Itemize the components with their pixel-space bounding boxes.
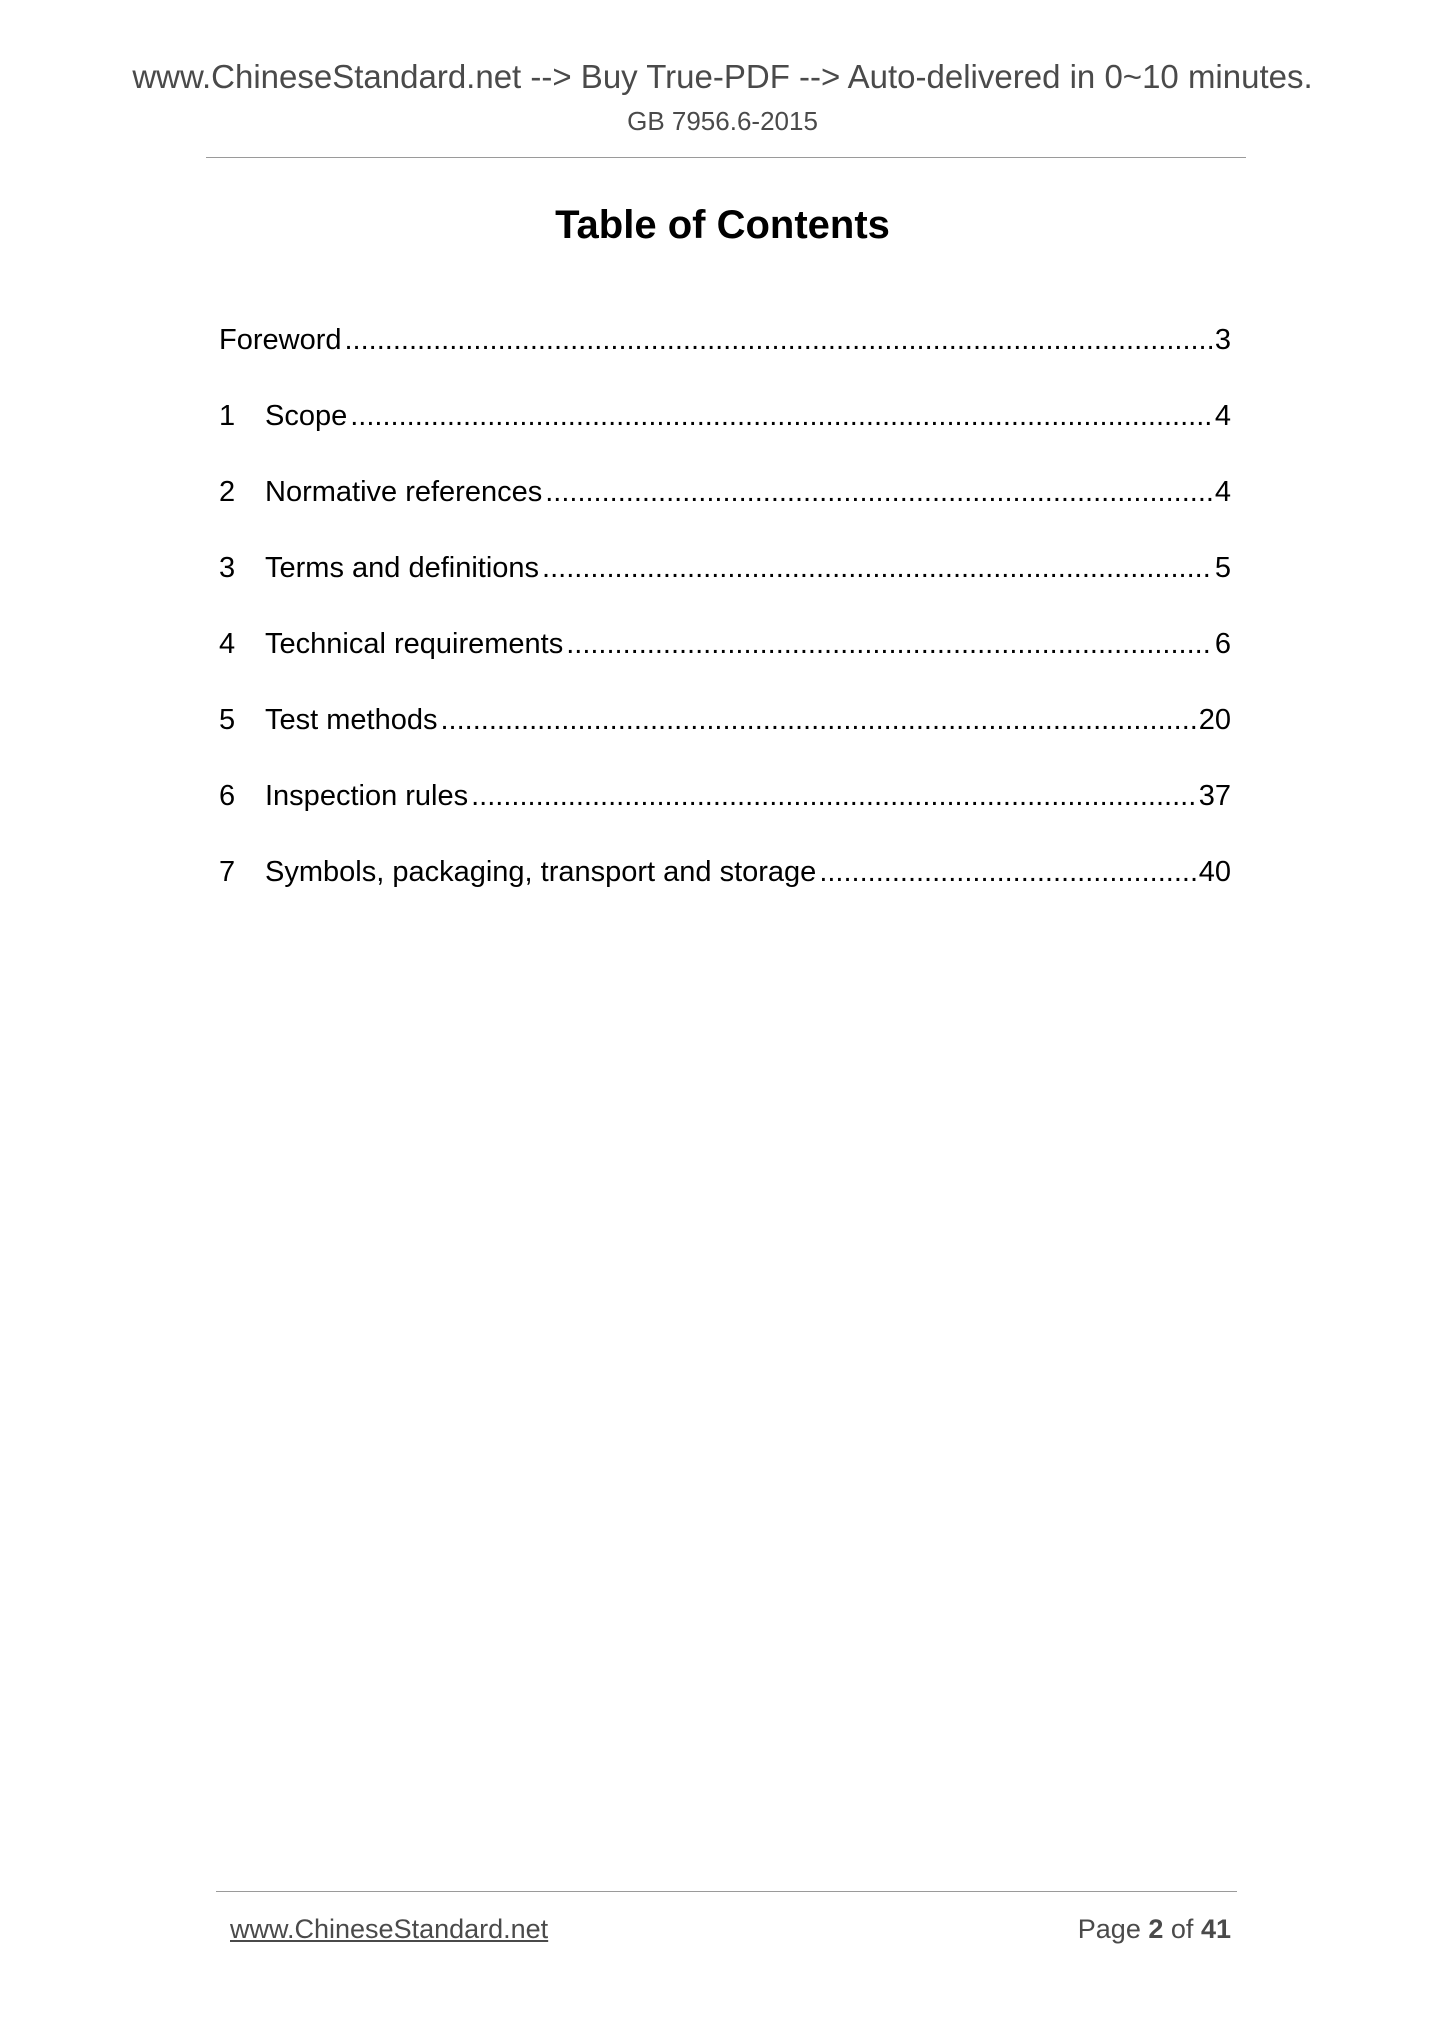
toc-entry-inspection-rules[interactable] xyxy=(219,776,1231,852)
toc-entry-number: 3 xyxy=(219,552,236,584)
toc-entry-label: Scope xyxy=(265,400,348,432)
toc-entry-page: 4 xyxy=(1214,400,1231,432)
toc-leader-dots xyxy=(350,396,1212,436)
toc-entry-page: 4 xyxy=(1214,476,1231,508)
toc-entry-number: 7 xyxy=(219,856,236,888)
footer-page-number xyxy=(1078,1911,1231,1947)
toc-entry-symbols-packaging[interactable] xyxy=(219,852,1231,928)
toc-entry-page: 6 xyxy=(1214,628,1231,660)
page-title: Table of Contents xyxy=(555,203,890,247)
toc-entry-technical-requirements[interactable] xyxy=(219,624,1231,700)
toc-entry-normative-references[interactable] xyxy=(219,472,1231,548)
table-of-contents xyxy=(219,320,1231,928)
toc-leader-dots xyxy=(471,776,1196,816)
footer-page-current: 2 xyxy=(1148,1914,1164,1944)
toc-entry-page: 40 xyxy=(1198,856,1231,888)
toc-entry-foreword[interactable] xyxy=(219,320,1231,396)
toc-leader-dots xyxy=(819,852,1195,892)
toc-leader-dots xyxy=(542,548,1212,588)
toc-entry-terms-and-definitions[interactable] xyxy=(219,548,1231,624)
footer-website-link[interactable]: www.ChineseStandard.net xyxy=(230,1914,549,1944)
toc-entry-scope[interactable] xyxy=(219,396,1231,472)
toc-entry-label: Test methods xyxy=(265,704,438,736)
toc-leader-dots xyxy=(440,700,1195,740)
footer-page-of: of xyxy=(1170,1914,1194,1944)
page-header xyxy=(0,56,1445,138)
header-standard-id: GB 7956.6-2015 xyxy=(627,106,818,136)
footer-page-total: 41 xyxy=(1200,1914,1231,1944)
toc-entry-label: Inspection rules xyxy=(265,780,469,812)
toc-entry-number: 5 xyxy=(219,704,236,736)
footer-divider xyxy=(216,1891,1237,1892)
toc-leader-dots xyxy=(566,624,1212,664)
toc-entry-label: Normative references xyxy=(265,476,543,508)
toc-entry-page: 20 xyxy=(1198,704,1231,736)
toc-entry-number: 1 xyxy=(219,400,236,432)
header-promo-text: www.ChineseStandard.net --> Buy True-PDF --> Auto-delivered in 0~10 minutes. xyxy=(132,58,1313,95)
toc-leader-dots xyxy=(545,472,1212,512)
toc-entry-test-methods[interactable] xyxy=(219,700,1231,776)
toc-entry-label: Foreword xyxy=(219,324,342,356)
toc-entry-label: Technical requirements xyxy=(265,628,564,660)
toc-entry-label: Terms and definitions xyxy=(265,552,540,584)
toc-entry-label: Symbols, packaging, transport and storage xyxy=(265,856,817,888)
toc-entry-number: 6 xyxy=(219,780,236,812)
toc-entry-page: 5 xyxy=(1214,552,1231,584)
toc-entry-number: 2 xyxy=(219,476,236,508)
toc-entry-page: 37 xyxy=(1198,780,1231,812)
toc-entry-page: 3 xyxy=(1214,324,1231,356)
header-divider xyxy=(206,157,1246,158)
footer-page-label: Page xyxy=(1077,1914,1141,1944)
toc-leader-dots xyxy=(345,320,1212,360)
toc-entry-number: 4 xyxy=(219,628,236,660)
